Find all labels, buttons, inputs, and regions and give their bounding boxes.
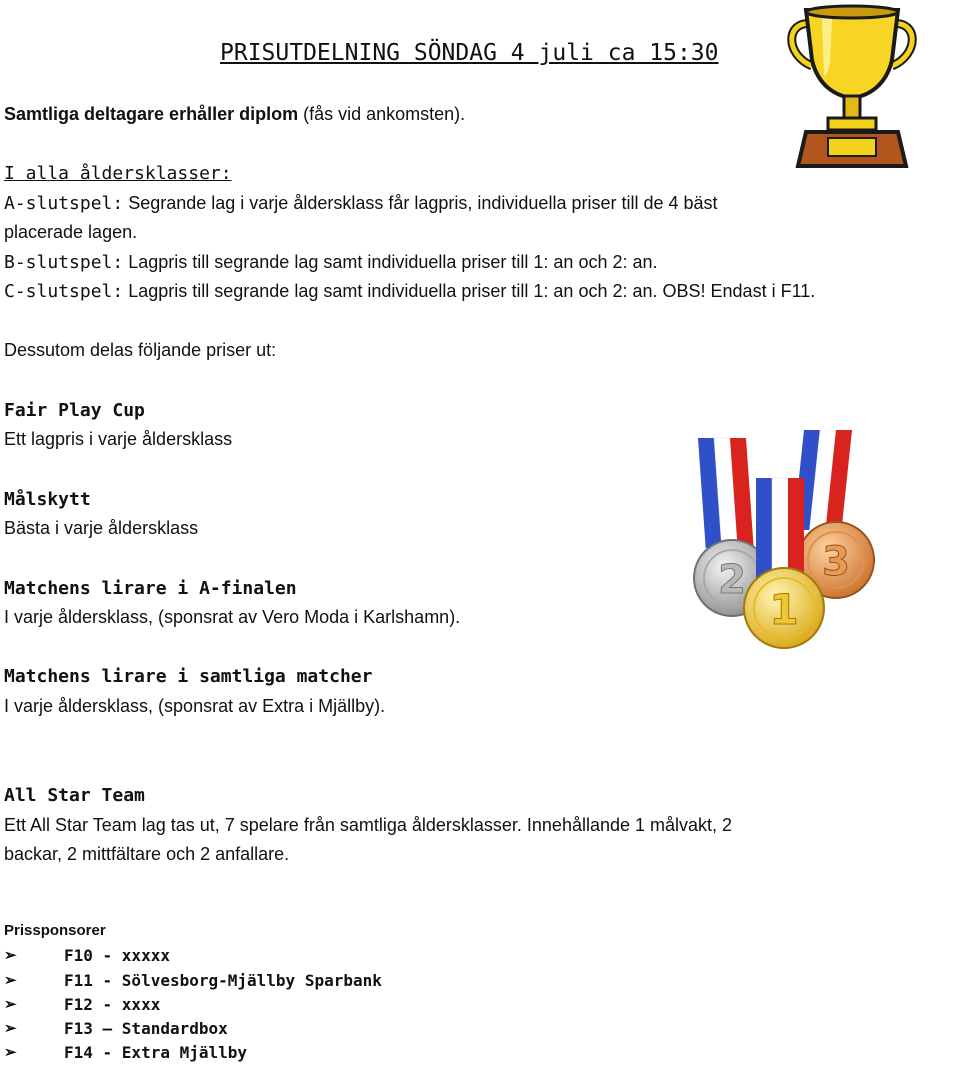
list-item: ➢ F11 - Sölvesborg-Mjällby Sparbank <box>4 971 382 990</box>
b-slutspel: B-slutspel: Lagpris till segrande lag samt individuella priser till 1: an och 2: an. <box>4 252 658 273</box>
prize-desc: I varje åldersklass, (sponsrat av Vero Moda i Karlshamn). <box>4 607 461 627</box>
medal-label: 3 <box>822 539 850 585</box>
arrow-bullet-icon: ➢ <box>4 973 17 989</box>
a-slutspel-cont: placerade lagen. <box>4 222 138 242</box>
trophy-icon <box>782 2 922 170</box>
a-slutspel: A-slutspel: Segrande lag i varje åldersklass får lagpris, individuella priser till de 4 bäst <box>4 193 718 214</box>
page-title: PRISUTDELNING SÖNDAG 4 juli ca 15:30 <box>220 40 719 66</box>
arrow-bullet-icon: ➢ <box>4 997 17 1013</box>
arrow-bullet-icon: ➢ <box>4 948 17 964</box>
allstar-name: All Star Team <box>4 785 145 806</box>
prizes-intro: Dessutom delas följande priser ut: <box>4 340 277 360</box>
allstar-desc-cont: backar, 2 mittfältare och 2 anfallare. <box>4 844 290 864</box>
sponsors-heading: Prissponsorer <box>4 922 106 939</box>
arrow-bullet-icon: ➢ <box>4 1045 17 1061</box>
prize-name: Fair Play Cup <box>4 400 145 421</box>
classes-heading: I alla åldersklasser: <box>4 163 232 184</box>
prize-desc: Bästa i varje åldersklass <box>4 518 199 538</box>
prize-desc: Ett lagpris i varje åldersklass <box>4 429 233 449</box>
prize-name: Målskytt <box>4 489 91 510</box>
allstar-desc: Ett All Star Team lag tas ut, 7 spelare från samtliga åldersklasser. Innehållande 1 målvakt, 2 <box>4 815 733 835</box>
c-slutspel: C-slutspel: Lagpris till segrande lag samt individuella priser till 1: an och 2: an. OBS! Endast i F11. <box>4 281 816 302</box>
prize-name: Matchens lirare i A-finalen <box>4 578 297 599</box>
list-item: ➢ F12 - xxxx <box>4 995 161 1014</box>
prize-name: Matchens lirare i samtliga matcher <box>4 666 373 687</box>
list-item: ➢ F14 - Extra Mjällby <box>4 1043 248 1062</box>
diploma-note: Samtliga deltagare erhåller diplom (fås vid ankomsten). <box>4 104 466 124</box>
medal-label: 2 <box>718 557 746 603</box>
arrow-bullet-icon: ➢ <box>4 1021 17 1037</box>
list-item: ➢ F13 – Standardbox <box>4 1019 228 1038</box>
list-item: ➢ F10 - xxxxx <box>4 946 170 965</box>
medal-label: 1 <box>769 585 799 634</box>
medals-icon <box>688 430 884 658</box>
prize-desc: I varje åldersklass, (sponsrat av Extra i Mjällby). <box>4 696 386 716</box>
